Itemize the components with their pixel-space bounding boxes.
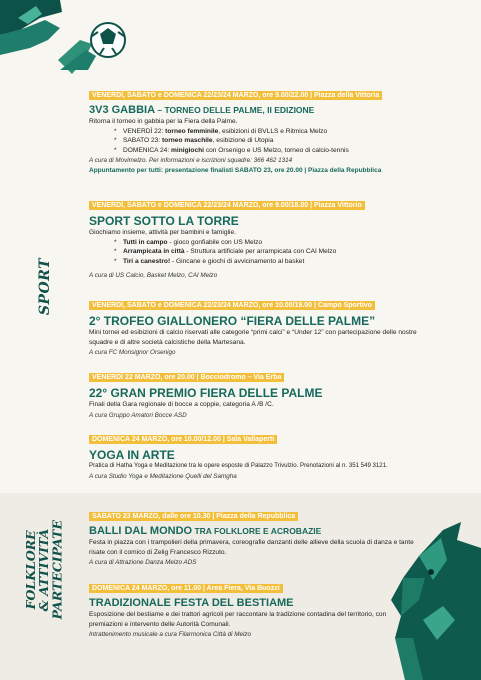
event-date-bar: VENERDÌ, SABATO e DOMENICA 22/23/24 MARZO, ore 9.00/22.00 | Piazza della Vittoria (89, 91, 382, 100)
event-title: YOGA IN ARTE (89, 448, 175, 462)
event-date-bar: DOMENICA 24 MARZO, ore 10.00/12.00 | Sala Vallaperti (89, 435, 277, 444)
event-title: BALLI DAL MONDO TRA FOLKLORE E ACROBAZIE (89, 525, 322, 537)
event-curator: A cura Studio Yoga e Meditazione Quelli del Samgha (89, 472, 237, 480)
list-item: * VENERDÌ 22: torneo femminile, esibizioni di BVLLS e Ritmica Melzo (123, 127, 429, 137)
event-description: Giochiamo insieme, attività per bambini e famiglie. (89, 229, 236, 236)
event-description: Ritorna il torneo in gabbia per la Fiera della Palme. (89, 118, 238, 126)
event-appointment: Appuntamento per tutti: presentazione finalisti SABATO 23, ore 20.00 | Piazza della Repubblica (89, 167, 382, 175)
event-description: Finali della Gara regionale di bocce a coppie, categoria A /B /C. (89, 401, 274, 408)
event-date-bar: VENERDÌ, SABATO e DOMENICA 22/23/24 MARZO, ore 9.00/18.00 | Piazza Vittorio (89, 201, 365, 210)
event-date-bar: SABATO 23 MARZO, dalle ore 10.30 | Piazza della Repubblica (89, 512, 298, 521)
event-trofeo-giallonero (89, 294, 429, 356)
list-item: * Arrampicata in città - Struttura artificiale per arrampicata con CAI Melzo (123, 247, 429, 257)
event-description: Pratica di Hatha Yoga e Meditazione tra le opere esposte di Palazzo Trivulzio. Prenotazioni al n. 351 549 3121. (89, 462, 388, 469)
event-description: Mini tornei ed esibizioni di calcio riservati alle categorie “primi calci” e “Under 12” con partecipazione delle nostre squadre e di altre società calcistiche della Martesana. (89, 329, 417, 346)
event-yoga-in-arte (89, 428, 449, 480)
list-item: * SABATO 23: torneo maschile, esibizione di Utopia (123, 136, 429, 146)
event-curator: A cura di US Calcio, Basket Melzo, CAI Melzo (89, 272, 218, 280)
event-date-bar: VENERDÌ, SABATO e DOMENICA 22/23/24 MARZO, ore 10.00/19.00 | Campo Sportivo (89, 301, 375, 310)
list-item: * Tiri a canestro! - Gincane e giochi di avvicinamento al basket (123, 257, 429, 267)
event-gran-premio (89, 366, 429, 419)
event-curator: A cura Gruppo Amatori Bocce ASD (89, 411, 187, 419)
event-festa-del-bestiame (89, 577, 411, 638)
event-title: 3V3 GABBIA – TORNEO DELLE PALME, II EDIZIONE (89, 104, 315, 116)
event-date-bar: VENERDÌ 22 MARZO, ore 20.00 | Bocciodromo – Via Erba (89, 373, 284, 382)
event-description: Festa in piazza con i trampolieri della primavera, coreografie danzanti delle allieve della scuola di danza e tante risate con il comico di Zelig Francesco Rizzuto. (89, 539, 414, 556)
event-title: 2° TROFEO GIALLONERO “FIERA DELLE PALME” (89, 314, 376, 328)
event-title: TRADIZIONALE FESTA DEL BESTIAME (89, 597, 294, 609)
event-description: Esposizione del bestiame e dei trattori agricoli per raccontare la tradizione contadina del territorio, con premiazioni e intervento delle Autorità Comunali. (89, 611, 387, 628)
event-curator: Intrattenimento musicale a cura Filarmonica Città di Melzo (89, 631, 252, 639)
football-icon (91, 23, 125, 57)
event-balli-dal-mondo (89, 505, 419, 566)
list-item: * DOMENICA 24: minigiochi con Orsenigo e US Melzo, torneo di calcio-tennis (123, 146, 429, 156)
folklore-label: FOLKLORE & ATTIVITÀ PARTECIPATE (23, 520, 65, 620)
list-item: * Tutti in campo - gioco gonfiabile con US Melzo (123, 238, 429, 248)
event-curator: A cura FC Monsignor Orsenigo (89, 349, 176, 357)
event-3v3-gabbia (89, 84, 429, 174)
event-list (89, 127, 429, 156)
event-title: SPORT SOTTO LA TORRE (89, 214, 239, 228)
sport-label: SPORT (37, 258, 53, 316)
event-curator: A cura di Attrazione Danza Melzo ADS (89, 559, 197, 567)
event-curator: A cura di Movimelzo. Per informazioni e iscrizioni squadre: 366 462 1314 (89, 157, 293, 165)
event-date-bar: DOMENICA 24 MARZO, ore 11.00 | Area Fiera, Via Buozzi (89, 584, 283, 593)
event-title: 22° GRAN PREMIO FIERA DELLE PALME (89, 386, 323, 400)
goalkeeper-illustration (0, 0, 140, 85)
event-sport-sotto-la-torre (89, 194, 429, 279)
event-list (89, 238, 429, 267)
